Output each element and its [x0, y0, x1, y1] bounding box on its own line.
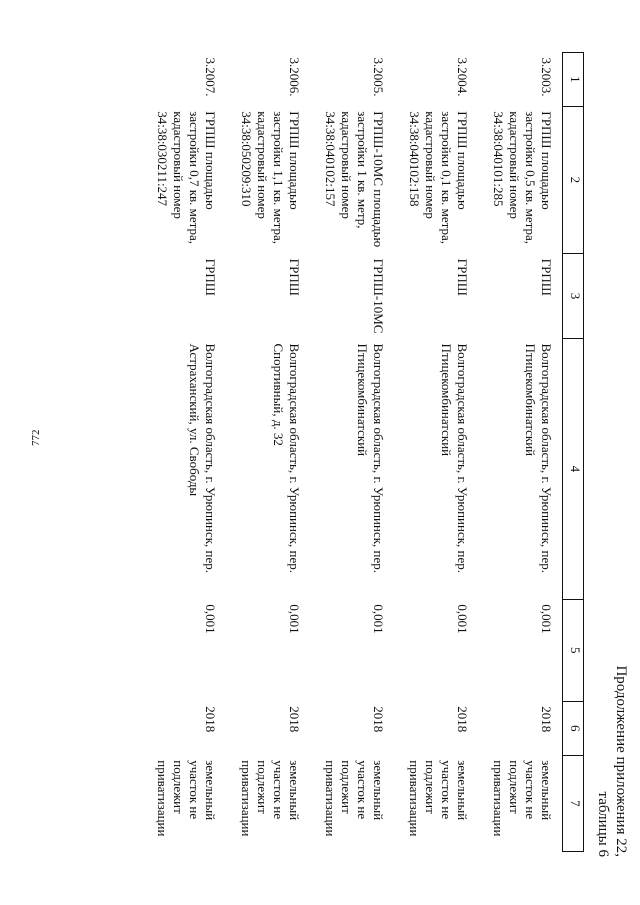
object-address: Волгоградская область, г. Урюпинск, пер. Астраханский, ул. Свободы [187, 343, 218, 574]
page-number: 772 [30, 429, 42, 446]
object-year: 2018 [287, 706, 302, 733]
table-row [394, 53, 478, 852]
object-type: ГРПШ [539, 258, 554, 296]
header-col-1: 1 [563, 53, 584, 107]
header-col-2: 2 [563, 106, 584, 253]
object-year: 2018 [455, 706, 470, 733]
table-row [142, 53, 226, 852]
table-row [478, 53, 563, 852]
object-value: 0,001 [455, 604, 470, 634]
object-note: земельный участок не подлежит приватизации [407, 760, 470, 837]
property-table [142, 52, 584, 852]
header-col-4: 4 [563, 338, 584, 599]
object-type: ГРПШ [287, 258, 302, 296]
caption-line-2: таблицы 6 [595, 791, 611, 857]
object-note: земельный участок не подлежит приватизации [491, 760, 554, 837]
header-col-3: 3 [563, 254, 584, 339]
object-name: ГРПШ-10МС площадью застройки 1 кв. метр, кадастровый номер 34:38:040102:157 [323, 111, 386, 248]
row-number: 3.2007. [203, 57, 218, 97]
header-col-5: 5 [563, 599, 584, 701]
row-number: 3.2003. [539, 57, 554, 97]
header-col-7: 7 [563, 755, 584, 851]
row-number: 3.2004. [455, 57, 470, 97]
object-value: 0,001 [539, 604, 554, 634]
object-year: 2018 [539, 706, 554, 733]
object-name: ГРПШ площадью застройки 0,5 кв. метра, кадастровый номер 34:38:040101:285 [491, 111, 554, 245]
table-row [310, 53, 394, 852]
object-value: 0,001 [203, 604, 218, 634]
object-year: 2018 [371, 706, 386, 733]
caption-line-1: Продолжение приложения 22, [613, 665, 629, 857]
object-address: Волгоградская область, г. Урюпинск, пер. Птицекомбинатский [439, 343, 470, 574]
object-name: ГРПШ площадью застройки 0,7 кв. метра, кадастровый номер 34:38:030211:247 [155, 111, 218, 245]
object-address: Волгоградская область, г. Урюпинск, пер. Спортивный, д. 32 [271, 343, 302, 574]
row-number: 3.2006. [287, 57, 302, 97]
object-note: земельный участок не подлежит приватизации [239, 760, 302, 837]
header-col-6: 6 [563, 701, 584, 755]
object-name: ГРПШ площадью застройки 1,1 кв. метра, кадастровый номер 34:38:050209:310 [239, 111, 302, 245]
object-year: 2018 [203, 706, 218, 733]
object-note: земельный участок не подлежит приватизации [155, 760, 218, 837]
table-caption [594, 665, 630, 857]
object-value: 0,001 [287, 604, 302, 634]
object-address: Волгоградская область, г. Урюпинск, пер. Птицекомбинатский [523, 343, 554, 574]
row-number: 3.2005. [371, 57, 386, 97]
object-type: ГРПШ-10МС [371, 258, 386, 334]
object-note: земельный участок не подлежит приватизации [323, 760, 386, 837]
object-type: ГРПШ [455, 258, 470, 296]
object-value: 0,001 [371, 604, 386, 634]
table-row [226, 53, 310, 852]
object-type: ГРПШ [203, 258, 218, 296]
object-name: ГРПШ площадью застройки 0,1 кв. метра, кадастровый номер 34:38:040102:158 [407, 111, 470, 245]
object-address: Волгоградская область, г. Урюпинск, пер. Птицекомбинатский [355, 343, 386, 574]
header-row [563, 53, 584, 852]
